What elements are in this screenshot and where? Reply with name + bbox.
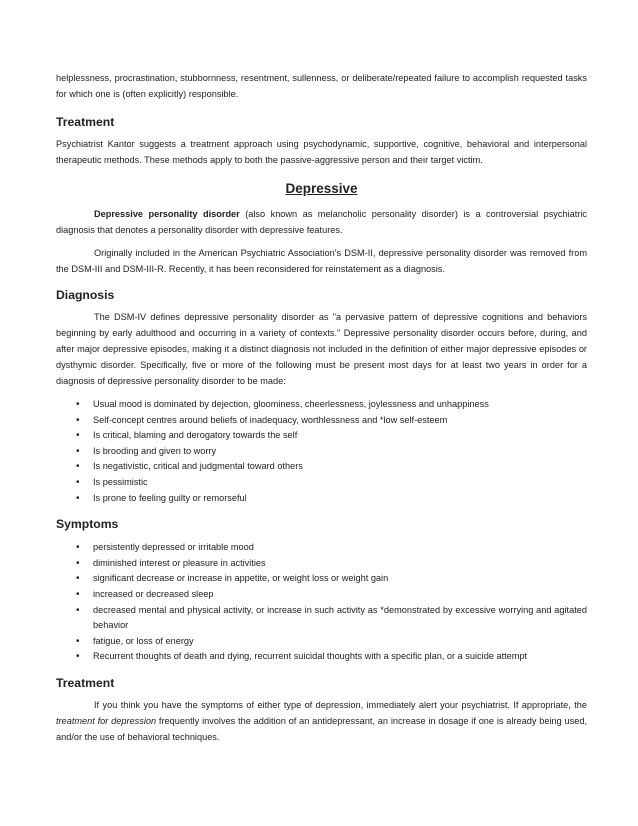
list-item: • Is negativistic, critical and judgmental toward others (56, 459, 587, 475)
bullet-icon: • (76, 588, 80, 600)
list-item: • significant decrease or increase in appetite, or weight loss or weight gain (56, 571, 587, 587)
bullet-icon: • (76, 651, 80, 663)
symptoms-list (56, 540, 587, 665)
diagnosis-paragraph: The DSM-IV defines depressive personality disorder as "a pervasive pattern of depressive cognitions and behaviors beginning by early adulthood and occurring in a variety of contexts." Depressive personality disorder occurs before, during, and after major depressive episodes, making it a distinct diagnosis not included in the definition of either major depressive episodes or dysthymic disorder. Specifically, five or more of the following must be present most days for at least two years in order for a diagnosis of depressive personality disorder to be made: (56, 312, 587, 386)
list-item: • Is critical, blaming and derogatory towards the self (56, 428, 587, 444)
depressive-term: Depressive personality disorder (94, 209, 240, 219)
document-page (56, 70, 587, 745)
section-title-depressive: Depressive (285, 181, 358, 196)
bullet-icon: • (76, 399, 80, 410)
list-item: • fatigue, or loss of energy (56, 634, 587, 650)
diagnosis-list (56, 397, 587, 506)
bullet-icon: • (76, 492, 80, 504)
diagnosis-heading: Diagnosis (56, 288, 115, 302)
list-item: • Is pessimistic (56, 475, 587, 491)
list-item: • increased or decreased sleep (56, 587, 587, 603)
bullet-icon: • (76, 430, 80, 442)
list-item: • persistently depressed or irritable mood (56, 540, 587, 556)
bullet-icon: • (76, 476, 80, 488)
list-item: • decreased mental and physical activity, or increase in such activity as *demonstrated by excessive worrying and agitated behavior (76, 604, 587, 631)
bullet-icon: • (76, 557, 80, 569)
list-item: • Is brooding and given to worry (56, 444, 587, 460)
depressive-definition: (also known as melancholic personality disorder) is a controversial psychiatric diagnosis that denotes a personality disorder with depressive features. (56, 209, 587, 235)
bullet-icon: • (76, 573, 80, 585)
list-item: • diminished interest or pleasure in activities (56, 556, 587, 572)
bullet-icon: • (76, 542, 80, 554)
treatment-heading-2: Treatment (56, 675, 115, 690)
treatment-paragraph-2: If you think you have the symptoms of either type of depression, immediately alert your psychiatrist. If appropriate, the treatment for depression frequently involves the addition of an antidepressant, an increase in dosage if one is already being used, and/or the use of behavioral techniques. (56, 699, 587, 742)
list-item: • Self-concept centres around beliefs of inadequacy, worthlessness and *low self-esteem (56, 413, 587, 429)
symptoms-heading: Symptoms (56, 517, 119, 532)
bullet-icon: • (76, 604, 80, 616)
list-item: • Is prone to feeling guilty or remorseful (56, 491, 587, 507)
bullet-icon: • (76, 461, 80, 473)
depressive-paragraph-1 (56, 206, 587, 238)
bullet-icon: • (76, 414, 80, 426)
list-item: • Usual mood is dominated by dejection, gloominess, cheerlessness, joylessness and unhappiness (56, 397, 587, 413)
list-item: • Recurrent thoughts of death and dying, recurrent suicidal thoughts with a specific plan, or a suicide attempt (56, 649, 587, 665)
treatment-emphasis: treatment for depression (56, 715, 157, 726)
bullet-icon: • (76, 635, 80, 647)
depressive-paragraph-2: Originally included in the American Psychiatric Association's DSM-II, depressive personality disorder was removed from the DSM-III and DSM-III-R. Recently, it has been reconsidered for reinstatement as a diagnosis. (56, 248, 587, 274)
treatment-heading: Treatment (56, 115, 115, 129)
treatment-paragraph: Psychiatrist Kantor suggests a treatment approach using psychodynamic, supportive, cognitive, behavioral and interpersonal therapeutic methods. These methods apply to both the passive-aggressive person and their target victim. (56, 139, 587, 165)
intro-paragraph: helplessness, procrastination, stubbornness, resentment, sullenness, or deliberate/repeated failure to accomplish requested tasks for which one is (often explicitly) responsible. (56, 73, 587, 99)
bullet-icon: • (76, 445, 80, 457)
